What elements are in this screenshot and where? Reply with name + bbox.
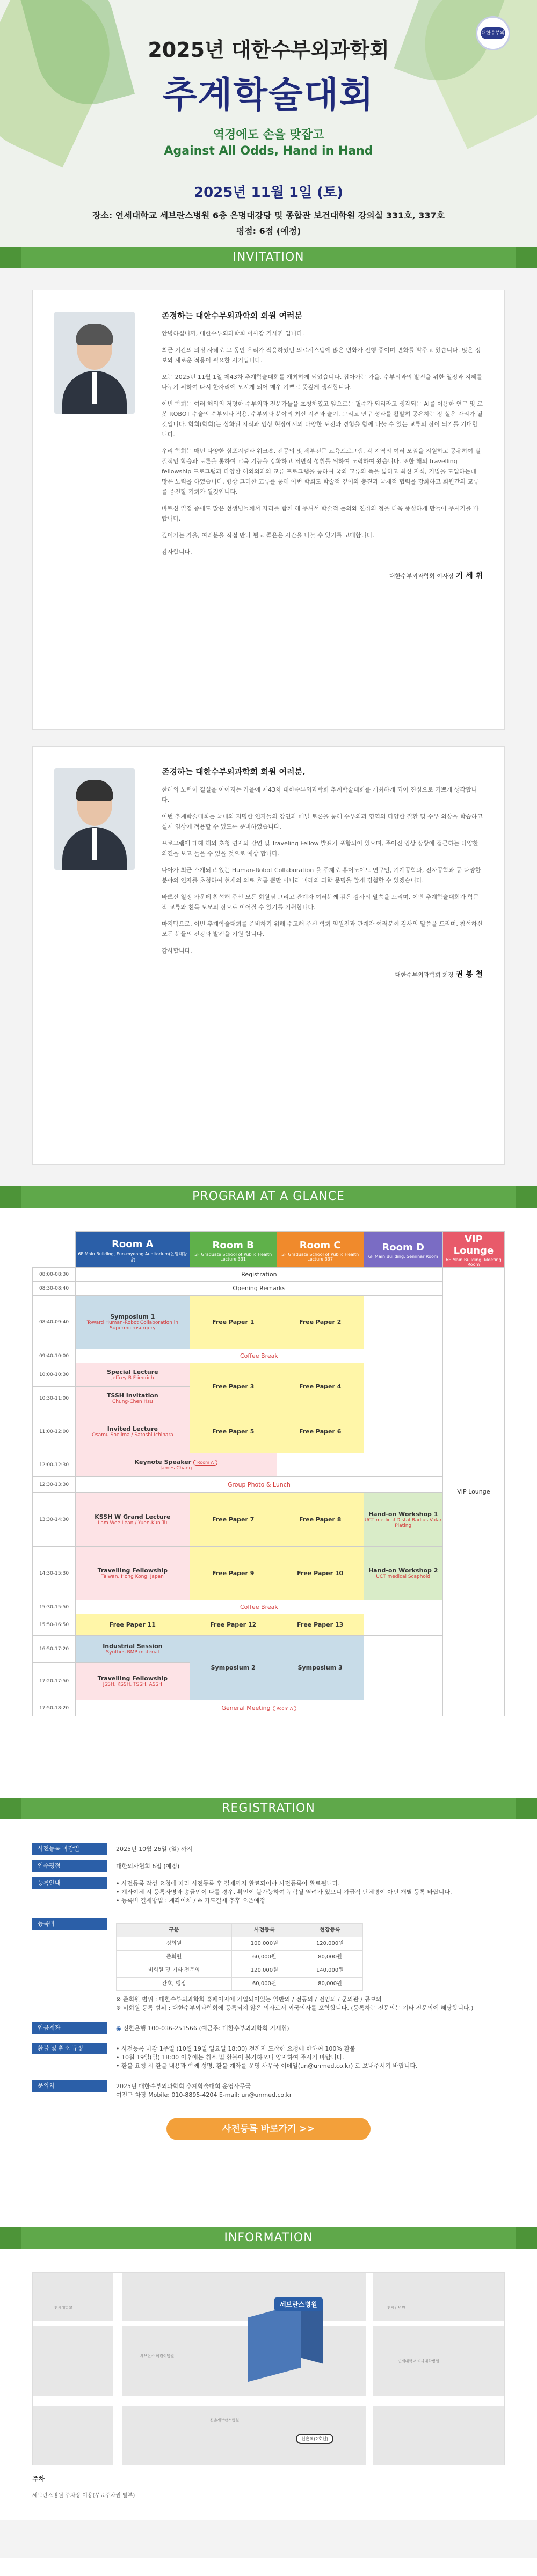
empty-cell [364, 1363, 442, 1410]
time-cell: 10:30-11:00 [33, 1387, 76, 1410]
signature-title: 대한수부외과학회 이사장 [389, 573, 456, 580]
row-value: 2025년 대한수부외과학회 추계학술대회 운영사무국 여진구 차장 Mobile: 010-8895-4204 E-mail: un@unmed.co.kr [116, 2083, 292, 2098]
letter-paragraph: 바쁘신 일정 가운데 참석해 주신 모든 회원님 그리고 관계자 여러분께 깊은 감사의 말씀을 드리며, 이번 추계학술대회가 학문적 교류와 친목 도모의 장으로 이어질 수 있기를 기원합니다. [162, 894, 479, 911]
letter-paragraph: 깊어가는 가을, 여러분을 직접 만나 뵙고 좋은은 시간을 나눌 수 있기를 고대합니다. [162, 532, 375, 539]
room-a-header: Room A 6F Main Building, Eun-myeong Auditorium(은명대강당) [76, 1232, 190, 1268]
program-section [0, 1208, 537, 1798]
fee-note: ※ 준회원 범위 : 대한수부외과학회 홈페이지에 가입되어있는 일반의 / 전공의 / 전임의 / 군의관 / 공보의 [116, 1996, 382, 2003]
hero-date: 2025년 11월 1일 (토) [193, 185, 344, 201]
row-label: 입금계좌 [32, 2022, 107, 2034]
section-title: INFORMATION [224, 2231, 313, 2244]
travelling-fellowship-cell: Travelling Fellowship JSSH, KSSH, TSSH, ASSH [76, 1663, 190, 1700]
coffee-break-cell: Coffee Break [76, 1600, 443, 1614]
free-paper-cell: Free Paper 9 [190, 1547, 277, 1600]
section-title: PROGRAM AT A GLANCE [192, 1190, 345, 1203]
letter-paragraph: 프로그램에 대해 해외 초청 연자와 강연 및 Traveling Fellow 발표가 포함되어 있으며, 주어진 임상 상황에 접근하는 다양한 의견을 보고 들을 수 있을 것으로 예상 합니다. [162, 840, 478, 857]
letter-heading: 존경하는 대한수부외과학회 회원 여러분, [162, 767, 306, 777]
row-label: 사전등록 마감일 [32, 1843, 107, 1855]
time-cell: 08:30-08:40 [33, 1282, 76, 1296]
hero-banner [0, 0, 537, 247]
letter-card-chairman [32, 290, 505, 730]
bank-icon: ◉ [116, 2025, 124, 2032]
map-landmark: 세브란스 어린이병원 [140, 2354, 175, 2358]
portrait-photo [54, 768, 135, 870]
credit-row [32, 1860, 505, 1873]
parking-heading: 주차 [32, 2475, 45, 2483]
pre-registration-button[interactable]: 사전등록 바로가기 >> [166, 2118, 371, 2140]
information-header [0, 2227, 537, 2249]
letter-paragraph: 나아가 최근 소개되고 있는 Human-Robot Collaboration 을 주제로 휴머노이드 연구인, 기계공학과, 전자공학과 등 다양한 분야의 연자를 초청하여 현재의 의료 흐름 뿐만 아니라 미래의 과학 문명을 알게 경험할 수 있겠습니다. [162, 867, 481, 884]
empty-cell [277, 1453, 442, 1477]
room-d-header: Room D 6F Main Building, Seminar Room [364, 1232, 442, 1268]
room-a-badge: Room A [273, 1706, 297, 1711]
row-label: 등록안내 [32, 1877, 107, 1889]
location-map[interactable] [32, 2272, 505, 2465]
contact-row [32, 2080, 505, 2102]
empty-cell [364, 1636, 442, 1700]
registration-cell: Registration [76, 1268, 443, 1282]
special-lecture-cell: Special Lecture Jeffrey B Friedrich [76, 1363, 190, 1387]
time-cell: 15:30-15:50 [33, 1600, 76, 1614]
row-value: ◉ 신한은행 100-036-251566 (예금주: 대한수부외과학회 기세휘) [116, 2025, 289, 2032]
map-landmark: 신촌세브란스병원 [210, 2418, 240, 2423]
hero-slogan-en: Against All Odds, Hand in Hand [164, 144, 373, 158]
coffee-break-cell: Coffee Break [76, 1349, 443, 1363]
row-value [107, 1918, 482, 2015]
general-meeting-cell: General Meeting Room A [76, 1700, 443, 1716]
room-b-header: Room B 5F Graduate School of Public Health Lecture 331 [190, 1232, 277, 1268]
letter-paragraph: 최근 기간의 의정 사태로 그 동안 우리가 적응하였던 의료시스템에 많은 변화가 진행 중이며 변화를 발주고 있습니다. 많은 정보와 새로운 적응이 필요한 시기입니다. [162, 347, 481, 364]
signature-name: 기 세 휘 [455, 572, 483, 580]
time-cell: 13:30-14:30 [33, 1493, 76, 1547]
portrait-photo [54, 312, 135, 414]
letter-paragraph: 바쁘신 일정 중에도 많은 선생님들께서 자리를 함께 해 주셔서 학술적 논의와 진취의 정을 더욱 풍성하게 만들어 주시기를 바랍니다. [162, 505, 479, 522]
letter-paragraph: 한해의 노력이 결실을 이어지는 가을에 제43차 대한수부외과학회 추계학술대회를 개최하게 되어 진심으로 기쁘게 생각합니다. [162, 786, 477, 803]
parking-text: 세브란스병원 주차장 이용(무료주차권 발부) [32, 2493, 135, 2499]
invited-lecture-cell: Invited Lecture Osamu Soejima / Satoshi Ichihara [76, 1410, 190, 1453]
symposium1-cell: Symposium 1 Toward Human-Robot Collaboration in Supermicrosurgery [76, 1296, 190, 1349]
tssh-invitation-cell: TSSH Invitation Chung-Chen Hsu [76, 1387, 190, 1410]
free-paper-cell: Free Paper 12 [190, 1614, 277, 1636]
map-landmark: 연세대학교 치과대학병원 [398, 2359, 439, 2363]
travelling-fellowship-cell: Travelling Fellowship Taiwan, Hong Kong, Japan [76, 1547, 190, 1600]
workshop1-cell: Hand-on Workshop 1 UCT medical Distal Radius Volar Plating [364, 1493, 442, 1547]
free-paper-cell: Free Paper 2 [277, 1296, 364, 1349]
free-paper-cell: Free Paper 8 [277, 1493, 364, 1547]
free-paper-cell: Free Paper 5 [190, 1410, 277, 1453]
time-cell: 14:30-15:30 [33, 1547, 76, 1600]
letter-paragraph: 감사합니다. [162, 548, 192, 555]
map-landmark: 연세대학교 [54, 2306, 72, 2310]
letter-heading: 존경하는 대한수부외과학회 회원 여러분 [162, 311, 302, 320]
empty-cell [364, 1296, 442, 1349]
free-paper-cell: Free Paper 3 [190, 1363, 277, 1410]
time-cell: 12:00-12:30 [33, 1453, 76, 1477]
table-row: 간호, 행정 60,000원 80,000원 [117, 1978, 363, 1991]
row-value: 2025년 10월 26일 (일) 까지 [116, 1846, 193, 1853]
row-label: 환불 및 취소 규정 [32, 2043, 107, 2054]
free-paper-cell: Free Paper 10 [277, 1547, 364, 1600]
hero-venue: 장소: 연세대학교 세브란스병원 6층 은명대강당 및 종합관 보건대학원 강의실 331호, 337호 [92, 210, 445, 221]
vip-lounge-header: VIP Lounge 6F Main Building, Meeting Room [442, 1232, 504, 1268]
section-title: REGISTRATION [222, 1802, 315, 1815]
letter-paragraph: 우리 학회는 매년 다양한 심포지엄과 워크숍, 전공의 및 세부전문 교육프로그램, 각 지역의 여러 모임을 지원하고 공유하여 실질적인 학습과 토론을 통하여 교육 기능을 강화하고 저변적 성취를 위하여 노력하여 왔습니다. 또한 해외 travelling fellowship 프로그램과 다양한 해외외과의 교류 프로그램을 통하여 국외 교류의 폭을 넓히고 최신 지식, 기법을 도입하는데 많은 노력을 하였습니다. 향상 그러한 교류를 통해 이번 학회도 학술적 깊이와 충진과 국제적 협력을 강화하고 회원간의 교류를 증진할 기회가 될것입니다. [162, 448, 481, 495]
free-paper-cell: Free Paper 7 [190, 1493, 277, 1547]
program-table [32, 1231, 505, 1716]
invitation-section [0, 268, 537, 1186]
industrial-session-cell: Industrial Session Synthes BMP material [76, 1636, 190, 1663]
letter-paragraph: 이번 학회는 여러 해외의 저명한 수부외과 전문가들을 초청하였고 앞으로는 필수가 되리라고 생각되는 AI를 이용한 연구 및 로봇 ROBOT 수술의 수부외과 적용, 수부외과 분야의 최신 지견과 술기, 그리고 연구 성과를 활발히 공유하는 장 실은 자리가 될 것입니다. 학회(학회)는 심화된 지식과 임상 현장에서의 다양한 도전과 경험을 함께 나눌 수 있는 교류의 장이 되기를 기대합니다. [162, 400, 483, 438]
free-paper-cell: Free Paper 4 [277, 1363, 364, 1410]
room-c-header: Room C 5F Graduate School of Public Health Lecture 337 [277, 1232, 364, 1268]
free-paper-cell: Free Paper 6 [277, 1410, 364, 1453]
row-value: 대한의사협회 6점 (예정) [116, 1863, 180, 1870]
logo-text: 대한수부외과학회 [481, 27, 505, 39]
letter-paragraph: 안녕하십니까, 대한수부외과학회 이사장 기세휘 입니다. [162, 330, 304, 337]
room-a-badge: Room A [193, 1460, 217, 1466]
kssh-lecture-cell: KSSH W Grand Lecture Lam Wee Lean / Yuen-Kun Tu [76, 1493, 190, 1547]
signature-title: 대한수부외과학회 회장 [395, 971, 456, 978]
time-cell: 08:40-09:40 [33, 1296, 76, 1349]
registration-section [0, 1819, 537, 2227]
lunch-cell: Group Photo & Lunch [76, 1477, 443, 1493]
table-row: 비회원 및 기타 전문의 120,000원 140,000원 [117, 1964, 363, 1978]
fee-table: 구분 사전등록 현장등록 정회원 100,000원 120,000원 준회원 60,000원 80,000원 비회원 및 기타 전문의 120,000원 140,000원 간호, 행정 60,000원 80,000원 [116, 1923, 363, 1991]
fee-row [32, 1918, 505, 2015]
row-label: 문의처 [32, 2080, 107, 2092]
free-paper-cell: Free Paper 13 [277, 1614, 364, 1636]
room-header-row [33, 1232, 505, 1268]
time-cell: 16:50-17:20 [33, 1636, 76, 1663]
hero-slogan-ko: 역경에도 손을 맞잡고 [213, 128, 324, 142]
hero-title-line2: 추계학술대회 [162, 74, 375, 115]
free-paper-cell: Free Paper 1 [190, 1296, 277, 1349]
time-cell: 17:20-17:50 [33, 1663, 76, 1700]
information-section [0, 2249, 537, 2520]
letter-paragraph: 마지막으로, 이번 추계학술대회를 준비하기 위해 수고해 주신 학회 임원진과 관계자 여러분께 감사의 말씀을 드리며, 참석하신 모든 분들의 건강과 발전을 기원 합니다. [162, 920, 483, 938]
opening-cell: Opening Remarks [76, 1282, 443, 1296]
hospital-building [248, 2303, 301, 2382]
hero-credit: 평점: 6점 (예정) [236, 226, 301, 236]
time-cell: 10:00-10:30 [33, 1363, 76, 1387]
invitation-header [0, 247, 537, 268]
workshop2-cell: Hand-on Workshop 2 UCT medical Scaphoid [364, 1547, 442, 1600]
letter-paragraph: 오는 2025년 11월 1일 제43차 추계학술대회를 개최하게 되었습니다. 잡아가는 가을, 수부외과의 발전을 위한 열정과 지혜를 나누기 위하여 다시 한자리에 모시게 되어 매우 기쁘고 뜻깊게 생각합니다. [162, 374, 483, 391]
empty-cell [364, 1614, 442, 1636]
table-row: 준회원 60,000원 80,000원 [117, 1951, 363, 1964]
time-cell: 08:00-08:30 [33, 1268, 76, 1282]
time-cell: 09:40-10:00 [33, 1349, 76, 1363]
time-cell: 15:50-16:50 [33, 1614, 76, 1636]
guide-row [32, 1877, 505, 1907]
row-label: 연수평점 [32, 1860, 107, 1872]
keynote-cell: Keynote Speaker Room A James Chang [76, 1453, 277, 1477]
letter-paragraph: 이번 추계학술대회는 국내외 저명한 연자들의 강연과 패널 토론을 통해 수부외과 영역의 다양한 질환 및 수부 외상을 학습하고 실제 임상에 적용할 수 있도록 준비하였습니다. [162, 813, 483, 830]
time-cell: 17:50-18:20 [33, 1700, 76, 1716]
station-marker: 신촌역(2호선) [296, 2434, 333, 2444]
account-row [32, 2022, 505, 2035]
corner-cell [33, 1232, 76, 1268]
time-cell: 12:30-13:30 [33, 1477, 76, 1493]
deadline-row [32, 1843, 505, 1856]
symposium3-cell: Symposium 3 [277, 1636, 364, 1700]
letter-signature [162, 969, 483, 979]
row-value: • 사전등록 마감 1주일 (10월 19일 일요일 18:00) 전까지 도착한 요청에 한하여 100% 환불 • 10월 19일(일) 18:00 이후에는 취소 및 환불이 불가하오니 양지하여 주시기 바랍니다. • 환불 요청 시 환불 내용과 함께 성명, 환불 계좌를 운영 사무국 이메일(un@unmed.co.kr) 로 보내주시기 바랍니다. [116, 2045, 418, 2069]
refund-row [32, 2043, 505, 2073]
free-paper-cell: Free Paper 11 [76, 1614, 190, 1636]
signature-name: 권 봉 철 [455, 970, 483, 979]
letter-signature [162, 570, 483, 581]
fee-note: ※ 비회원 등록 범위 : 대한수부외과학회에 등록되지 않은 의사로서 외국의사를 포함합니다. (등록하는 전문의는 기타 전문의에 해당합니다.) [116, 2004, 474, 2011]
letter-card-president [32, 746, 505, 1165]
registration-header [0, 1798, 537, 1819]
letter-paragraph: 감사합니다. [162, 947, 192, 954]
symposium2-cell: Symposium 2 [190, 1636, 277, 1700]
table-row: 정회원 100,000원 120,000원 [117, 1937, 363, 1951]
row-value: • 사전등록 작성 요청에 따라 사전등록 후 결제까지 완료되어야 사전등록이 완료됩니다. • 계좌이체 시 등록자명과 송금인이 다를 경우, 확인이 불가능하여 누락될 염려가 있으니 가급적 단체명이 아닌 개별 등록 바랍니다. • 등록비 결제방법 : 계좌이체 / ※ 카드결제 추후 오픈예정 [116, 1880, 452, 1904]
program-header [0, 1186, 537, 1208]
map-landmark: 연세암병원 [387, 2306, 405, 2310]
row-label: 등록비 [32, 1918, 107, 1930]
time-cell: 11:00-12:00 [33, 1410, 76, 1453]
empty-cell [364, 1410, 442, 1453]
footer [0, 2520, 537, 2558]
section-title: INVITATION [233, 251, 304, 264]
hospital-label: 세브란스병원 [274, 2297, 323, 2311]
vip-lounge-cell: VIP Lounge [442, 1268, 504, 1716]
hero-title-line1: 2025년 대한수부외과학회 [148, 38, 389, 62]
